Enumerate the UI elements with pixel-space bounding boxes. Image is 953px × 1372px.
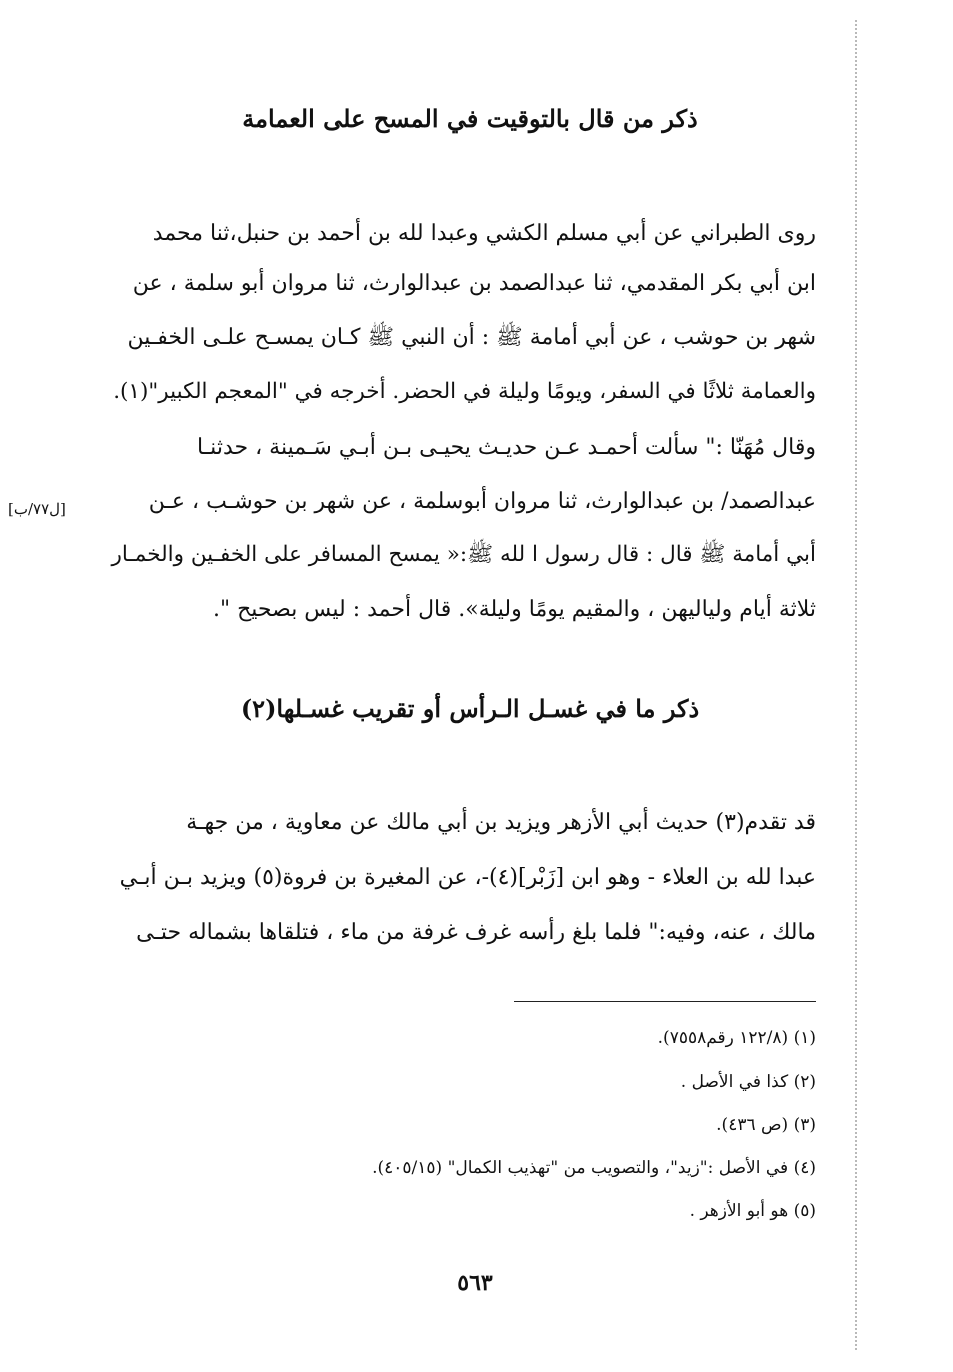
- paragraph1-line-3: شهر بن حوشب ، عن أبي أمامة ﷺ : أن النبي ﷺ كـان يمسـح علـى الخفـين: [127, 325, 816, 350]
- manuscript-folio-note: [ل٧٧/ب]: [8, 500, 66, 518]
- paragraph1-line-7: أبي أمامة ﷺ قال : قال رسول ا لله ﷺ:« يمسح المسافر على الخفـين والخمـار: [111, 542, 816, 567]
- footnote-3: (٣) (ص ٤٣٦).: [716, 1115, 816, 1135]
- paragraph1-line-5: وقال مُهَنّا :" سألت أحمـد عـن حديـث يحيـى بـن أبـي سَـمينة ، حدثنـا: [197, 435, 816, 460]
- paragraph2-line-1: قد تقدم(٣) حديث أبي الأزهر ويزيد بن أبي مالك عن معاوية ، من جهـة: [186, 810, 816, 835]
- paragraph1-line-4: والعمامة ثلاثًا في السفر، ويومًا وليلة في الحضر. أخرجه في "المعجم الكبير"(١).: [113, 379, 816, 404]
- paragraph1-line-8: ثلاثة أيام ولياليهن ، والمقيم يومًا وليلة». قال أحمد : ليس بصحيح ".: [212, 597, 816, 622]
- page-number: ٥٦٣: [457, 1270, 493, 1296]
- paragraph1-line-6: عبدالصمد/ بن عبدالوارث، ثنا مروان أبوسلمة ، عن شهر بن حوشـب ، عـن: [148, 489, 816, 514]
- section-heading-2: ذكر ما في غسـل الـرأس أو تقريب غسـلها(٢): [240, 694, 700, 723]
- footnote-2: (٢) كذا في الأصل .: [680, 1072, 816, 1092]
- scan-edge-dots: [855, 20, 859, 1350]
- section-heading-1: ذكر من قال بالتوقيت في المسح على العمامة: [242, 104, 698, 133]
- footnote-5: (٥) هو أبو الأزهر .: [689, 1201, 816, 1221]
- footnote-separator: [514, 1001, 816, 1002]
- paragraph1-line-2: ابن أبي بكر المقدمي، ثنا عبدالصمد بن عبدالوارث، ثنا مروان أبو سلمة ، عن: [132, 271, 816, 296]
- paragraph1-line-1: روى الطبراني عن أبي مسلم الكشي وعبدا لله بن أحمد بن حنبل،ثنا محمد: [152, 221, 816, 246]
- footnote-1: (١) (١٢٢/٨ رقم٧٥٥٨).: [657, 1028, 816, 1048]
- footnote-4: (٤) في الأصل :"زيد"، والتصويب من "تهذيب الكمال" (٤٠٥/١٥).: [372, 1158, 816, 1178]
- paragraph2-line-3: مالك ، عنه، وفيه:" فلما بلغ رأسه غرف غرفة من ماء ، فتلقاها بشماله حتـى: [136, 920, 816, 945]
- paragraph2-line-2: عبدا لله بن العلاء - وهو ابن [زَبْر](٤)-، عن المغيرة بن فروة(٥) ويزيد بـن أبـي: [119, 865, 816, 890]
